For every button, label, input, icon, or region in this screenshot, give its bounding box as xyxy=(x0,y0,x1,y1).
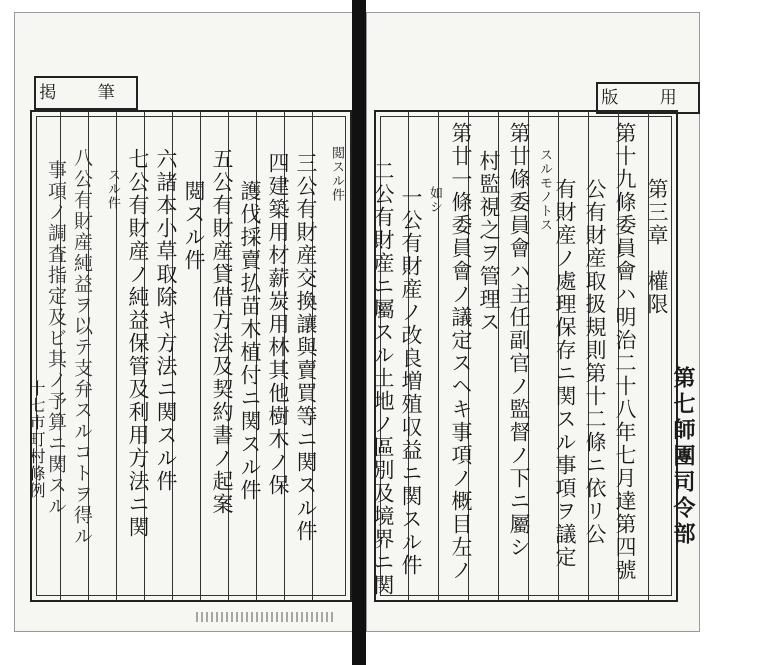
right-text-column: 第廿條委員會ハ主任副官ノ監督ノ下ニ屬シ xyxy=(507,122,531,559)
publisher-vertical-title: 第七師團司令部 xyxy=(670,366,696,548)
left-text-column: 五公有財産貸借方法及契約書ノ起案 xyxy=(210,148,234,516)
left-text-column: スル件 xyxy=(105,168,120,210)
right-text-column: スルモノトス xyxy=(537,148,552,232)
right-text-column: 村監視之ヲ管理ス xyxy=(477,150,501,334)
left-text-column: 八公有財産純益ヲ以テ支弁スルコトヲ得ル xyxy=(71,148,93,547)
left-text-column: 三公有財産交換讓與賣買等ニ関スル件 xyxy=(294,152,318,543)
book-gutter xyxy=(352,0,366,665)
left-text-column: 閲スル件 xyxy=(329,146,344,202)
left-text-column: 六諸本小草取除キ方法ニ関スル件 xyxy=(154,148,178,493)
right-text-column: 第廿一條委員會ノ議定スヘキ事項ノ概目左ノ xyxy=(449,122,473,582)
right-text-column: 有財産ノ處理保存ニ関スル事項ヲ議定 xyxy=(553,178,577,569)
left-margin-text: 十七市町村條例 xyxy=(27,380,46,499)
right-page-title: 版 用 xyxy=(596,82,700,114)
page-edge-mark xyxy=(196,612,336,622)
right-text-column: 二公有財産ニ屬スル土地ノ區別及境界ニ関 xyxy=(371,160,395,597)
left-page-title: 掲 筆 xyxy=(34,76,138,110)
chapter-heading: 第三章 權限 xyxy=(645,178,669,316)
left-text-column: 四建築用材薪炭用林其他樹木ノ保 xyxy=(266,152,290,497)
left-text-column: 事項ノ調査指定及ビ其ノ予算ニ関スル xyxy=(45,160,67,517)
left-text-column: 閲スル件 xyxy=(182,180,206,272)
left-text-column: 七公有財産ノ純益保管及利用方法ニ関 xyxy=(126,148,150,539)
right-text-column: 公有財産取扱規則第十二條ニ依リ公 xyxy=(583,178,607,546)
left-text-column: 護伐採賣払苗木植付ニ関スル件 xyxy=(238,180,262,502)
right-text-column: 一公有財産ノ改良増殖収益ニ関スル件 xyxy=(399,186,423,577)
right-text-column: 第十九條委員會ハ明治二十八年七月達第四號 xyxy=(613,122,637,582)
right-text-column: 如シ xyxy=(427,186,442,214)
